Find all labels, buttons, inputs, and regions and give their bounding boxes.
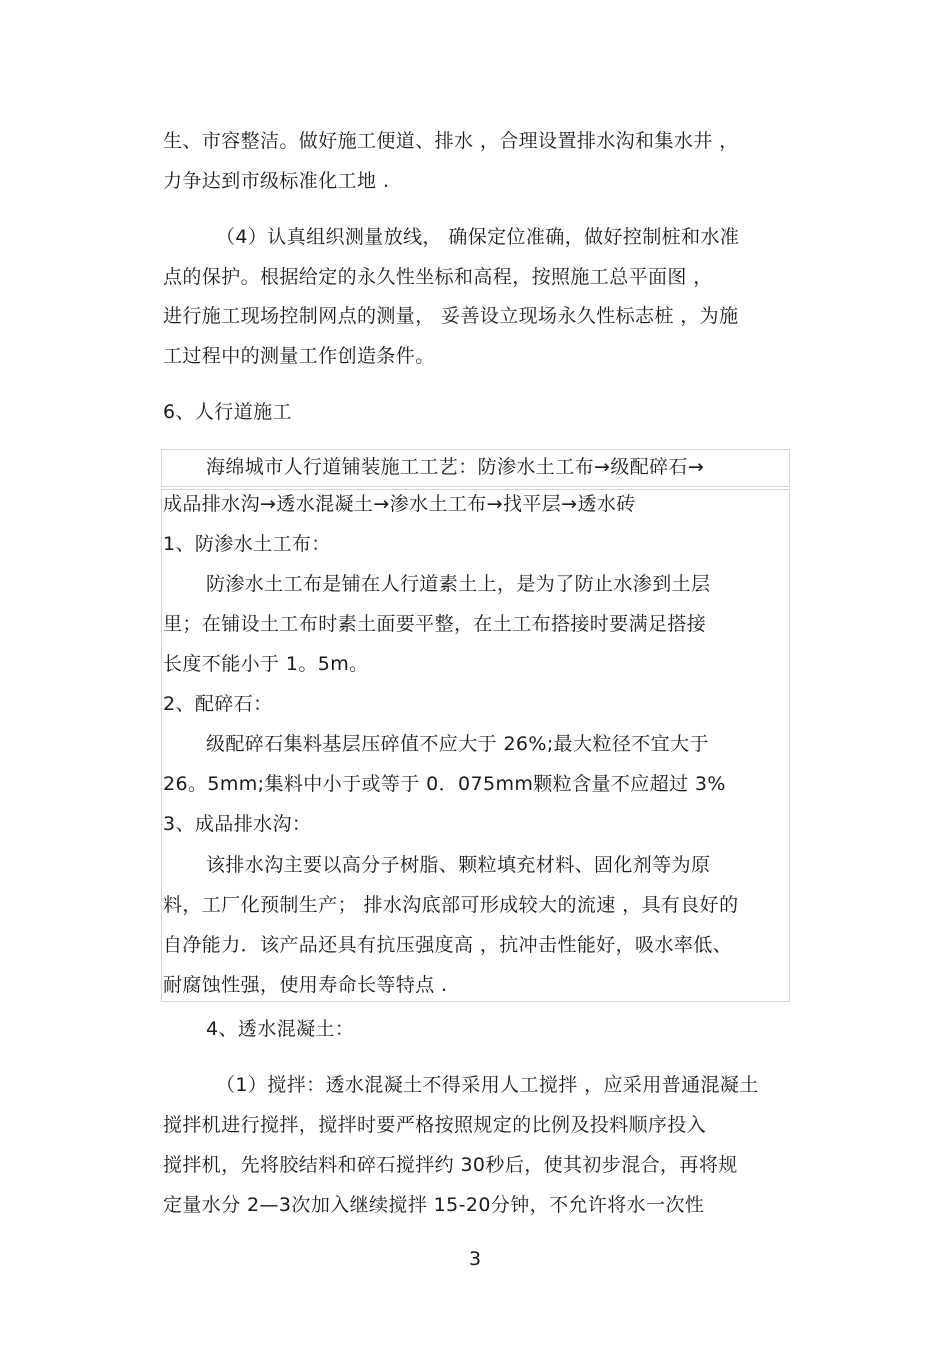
text-line: 工过程中的测量工作创造条件。 bbox=[163, 345, 435, 367]
text-line: 长度不能小于 1。5m。 bbox=[163, 653, 369, 675]
subsection-heading: 4、透水混凝土： bbox=[206, 1018, 355, 1040]
text-line: 进行施工现场控制网点的测量， 妥善设立现场永久性标志桩 ，为施 bbox=[163, 305, 739, 327]
text-line: 搅拌机进行搅拌，搅拌时要严格按照规定的比例及投料顺序投入 bbox=[163, 1114, 707, 1136]
text-line: 26。5mm;集料中小于或等于 0．075mm颗粒含量不应超过 3% bbox=[163, 773, 726, 795]
subsection-heading: 2、配碎石： bbox=[163, 693, 273, 715]
text-line: 搅拌机，先将胶结料和碎石搅拌约 30秒后，使其初步混合，再将规 bbox=[163, 1154, 738, 1176]
page-number: 3 bbox=[468, 1248, 482, 1270]
text-line: 该排水沟主要以高分子树脂、颗粒填充材料、固化剂等为原 bbox=[206, 854, 711, 876]
subsection-heading: 3、成品排水沟： bbox=[163, 813, 312, 835]
text-line: 成品排水沟→透水混凝土→渗水土工布→找平层→透水砖 bbox=[163, 493, 636, 515]
text-line: 耐腐蚀性强，使用寿命长等特点 . bbox=[163, 974, 448, 996]
text-line: 防渗水土工布是铺在人行道素土上，是为了防止水渗到土层 bbox=[206, 573, 711, 595]
subsection-heading: 1、防渗水土工布： bbox=[163, 533, 331, 555]
text-line: （4）认真组织测量放线， 确保定位准确，做好控制桩和水准 bbox=[216, 226, 740, 248]
text-line: 定量水分 2—3次加入继续搅拌 15-20分钟，不允许将水一次性 bbox=[163, 1194, 705, 1216]
text-line: （1）搅拌：透水混凝土不得采用人工搅拌 ，应采用普通混凝土 bbox=[216, 1074, 759, 1096]
text-line: 里；在铺设土工布时素土面要平整，在土工布搭接时要满足搭接 bbox=[163, 613, 707, 635]
text-line: 力争达到市级标准化工地 . bbox=[163, 170, 390, 192]
text-line: 自净能力．该产品还具有抗压强度高 ，抗冲击性能好，吸水率低、 bbox=[163, 934, 733, 956]
text-line: 级配碎石集料基层压碎值不应大于 26%;最大粒径不宜大于 bbox=[206, 733, 709, 755]
text-line: 点的保护。根据给定的永久性坐标和高程，按照施工总平面图 ， bbox=[163, 266, 713, 288]
text-line: 料，工厂化预制生产； 排水沟底部可形成较大的流速 ，具有良好的 bbox=[163, 894, 739, 916]
section-heading: 6、人行道施工 bbox=[163, 401, 292, 423]
text-line: 生、市容整洁。做好施工便道、排水 ，合理设置排水沟和集水井 ， bbox=[163, 130, 739, 152]
text-line: 海绵城市人行道铺装施工工艺：防渗水土工布→级配碎石→ bbox=[206, 456, 705, 478]
